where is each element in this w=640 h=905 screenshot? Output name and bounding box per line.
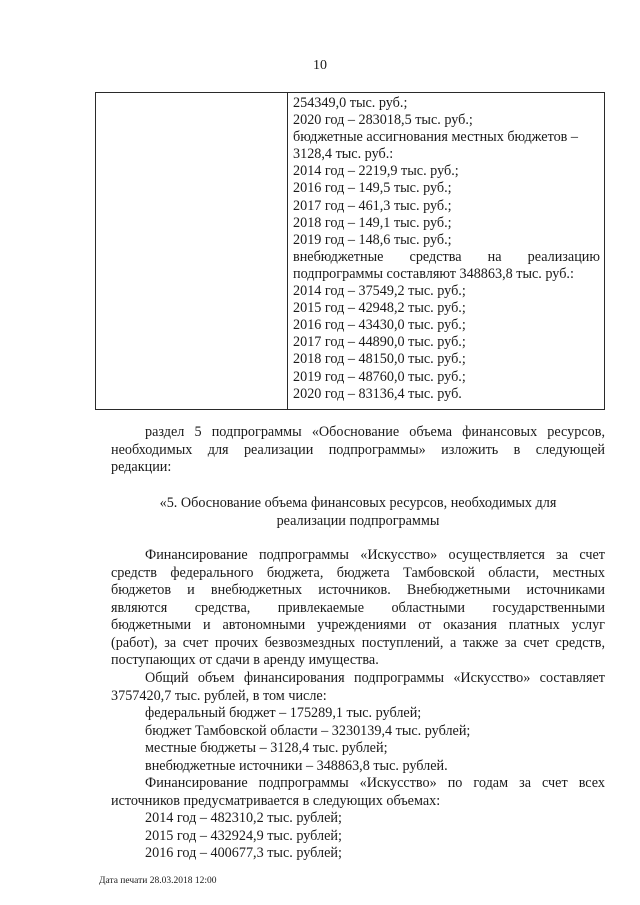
body-line: являются средства, привлекаемые областными государственными xyxy=(111,599,605,616)
table-line: бюджетные ассигнования местных бюджетов – xyxy=(293,129,579,146)
table-line: 2019 год – 148,6 тыс. руб.; xyxy=(293,231,452,248)
body-line: Финансирование подпрограммы «Искусство» по годам за счет всех xyxy=(145,775,605,791)
body-line: Общий объем финансирования подпрограммы «Искусство» составляет xyxy=(145,670,605,686)
table-line: 2014 год – 37549,2 тыс. руб.; xyxy=(293,283,466,300)
body-line: 3757420,7 тыс. рублей, в том числе: xyxy=(111,687,327,704)
body-line: Финансирование подпрограммы «Искусство» осуществляется за счет xyxy=(145,547,605,563)
intro-line: необходимых для реализации подпрограммы» изложить в следующей xyxy=(111,441,605,458)
intro-line: раздел 5 подпрограммы «Обоснование объема финансовых ресурсов, xyxy=(145,424,605,440)
heading-line: «5. Обоснование объема финансовых ресурсов, необходимых для xyxy=(159,495,557,511)
year-line: 2016 год – 400677,3 тыс. рублей; xyxy=(145,845,342,861)
funding-table xyxy=(95,92,605,410)
table-line: 2017 год – 44890,0 тыс. руб.; xyxy=(293,334,466,351)
table-line: 2019 год – 48760,0 тыс. руб.; xyxy=(293,368,466,385)
print-date-footer: Дата печати 28.03.2018 12:00 xyxy=(99,876,217,886)
table-line: 2020 год – 83136,4 тыс. руб. xyxy=(293,385,462,402)
intro-line: редакции: xyxy=(111,459,172,475)
year-line: 2014 год – 482310,2 тыс. рублей; xyxy=(145,810,342,826)
table-line: внебюджетные средства на реализацию xyxy=(293,248,600,265)
body-paragraph-2 xyxy=(111,670,605,863)
table-right-cell xyxy=(288,93,605,410)
table-line: 2017 год – 461,3 тыс. руб.; xyxy=(293,197,452,214)
table-line: 2016 год – 149,5 тыс. руб.; xyxy=(293,180,452,197)
table-line: 2018 год – 149,1 тыс. руб.; xyxy=(293,214,452,231)
body-line: бюджетными и автономными учреждениями от оказания платных услуг xyxy=(111,617,605,633)
table-line: 3128,4 тыс. руб.: xyxy=(293,146,394,163)
body-paragraph-1 xyxy=(111,547,605,670)
section-heading xyxy=(111,495,605,530)
table-line: 2014 год – 2219,9 тыс. руб.; xyxy=(293,163,459,180)
table-line: 2015 год – 42948,2 тыс. руб.; xyxy=(293,300,466,317)
table-line: 2018 год – 48150,0 тыс. руб.; xyxy=(293,351,466,368)
source-line: внебюджетные источники – 348863,8 тыс. рублей. xyxy=(145,757,448,774)
table-left-cell xyxy=(96,93,288,410)
table-row xyxy=(96,93,605,410)
intro-paragraph xyxy=(111,424,605,477)
body-line: бюджетов и внебюджетных источников. Внебюджетными источниками xyxy=(111,582,605,598)
page-number: 10 xyxy=(313,58,327,73)
table-line: 2016 год – 43430,0 тыс. руб.; xyxy=(293,317,466,334)
year-line: 2015 год – 432924,9 тыс. рублей; xyxy=(145,827,342,844)
source-line: федеральный бюджет – 175289,1 тыс. рублей; xyxy=(145,705,422,721)
heading-line: реализации подпрограммы xyxy=(276,512,440,529)
body-line: средств федерального бюджета, бюджета Тамбовской области, местных xyxy=(111,564,605,581)
body-line: (работ), за счет прочих безвозмездных поступлений, а также за счет средств, xyxy=(111,634,605,651)
table-line: 254349,0 тыс. руб.; xyxy=(293,95,408,111)
body-line: источников предусматривается в следующих объемах: xyxy=(111,792,441,809)
table-line: подпрограммы составляют 348863,8 тыс. руб.: xyxy=(293,265,574,282)
source-line: местные бюджеты – 3128,4 тыс. рублей; xyxy=(145,740,388,756)
body-line: поступающих от сдачи в аренду имущества. xyxy=(111,652,379,668)
source-line: бюджет Тамбовской области – 3230139,4 тыс. рублей; xyxy=(145,722,471,739)
table-line: 2020 год – 283018,5 тыс. руб.; xyxy=(293,112,473,129)
